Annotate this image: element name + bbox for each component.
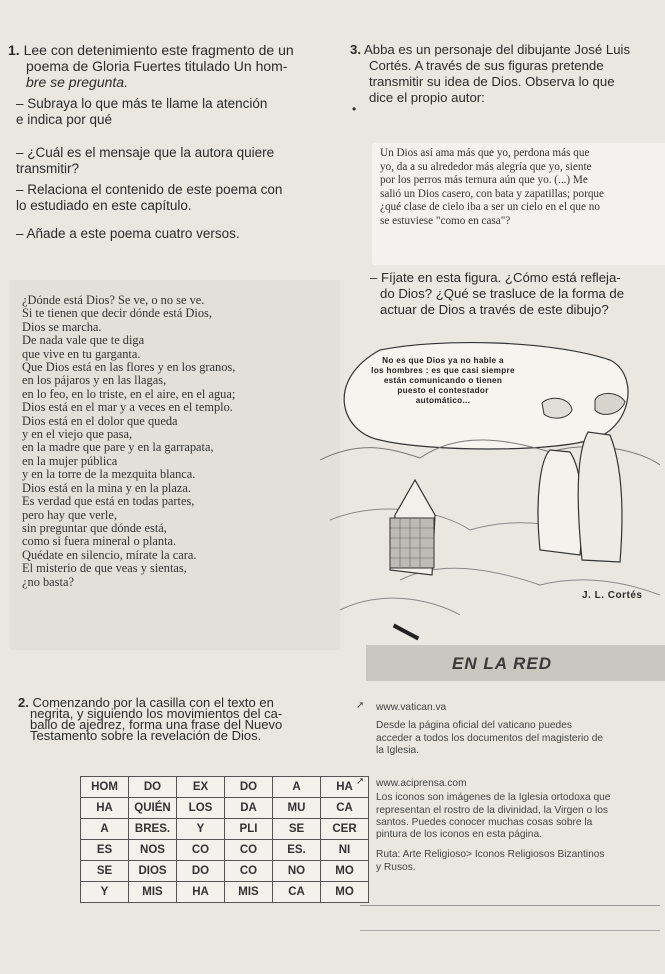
poem-line: y en la torre de la mezquita blanca. [22,467,196,482]
grid-cell[interactable]: HOM [81,777,129,798]
web-desc-line: la Iglesia. [376,744,420,756]
speech-line: automático... [415,396,471,405]
arrow-icon: ➚ [356,776,365,787]
q1-bullet-line: e indica por qué [16,112,113,127]
grid-cell[interactable]: QUIÉN [129,798,177,819]
grid-row [81,882,369,903]
grid-cell[interactable]: CA [321,798,369,819]
poem-line: Si te tienen que decir dónde está Dios, [22,306,212,321]
q2-title-line: negrita, y siguiendo los movimientos del ca- [30,706,283,721]
q1-bullet [16,226,346,242]
grid-cell[interactable]: DO [129,777,177,798]
poem-line: que vive en tu garganta. [22,346,141,361]
divider [360,930,660,931]
poem-line: Quédate en silencio, mírate la cara. [22,547,197,562]
grid-cell[interactable]: NOS [129,840,177,861]
bullet-dot: • [352,102,357,116]
web-route-line: y Rusos. [376,861,416,873]
poem-line: ¿Dónde está Dios? Se ve, o no se ve. [22,293,205,307]
grid-cell[interactable]: BRES. [129,819,177,840]
q1-bullet-line: – ¿Cuál es el mensaje que la autora quiere [16,145,275,160]
q2-title-line: Comenzando por la casilla con el texto en [32,695,274,710]
poem-line: Dios está en la mina y en la plaza. [22,480,191,495]
q1-bullet-line: lo estudiado en este capítulo. [16,198,192,213]
grid-cell[interactable]: MO [321,882,369,903]
q3-title-line: Abba es un personaje del dibujante José Luis [363,42,631,57]
grid-cell[interactable]: ES [81,840,129,861]
poem-line: Dios está en el mar y a veces en el templo. [22,400,233,415]
grid-cell[interactable]: Y [81,882,129,903]
grid-cell[interactable]: NO [273,861,321,882]
grid-cell[interactable]: CA [273,882,321,903]
poem-line: El misterio de que veas y sientas, [22,561,187,576]
arrow-decoration [393,624,420,641]
grid-cell[interactable]: DA [225,798,273,819]
poem-line: y en el viejo que pasa, [22,427,133,442]
grid-cell[interactable]: SE [81,861,129,882]
poem-line: ¿no basta? [22,574,74,589]
quote-line: ¿qué clase de cielo iba a ser un cielo en el que no [380,201,600,213]
divider [360,905,660,906]
q1-bullet-line: – Añade a este poema cuatro versos. [16,226,240,241]
q3-title-line: transmitir su idea de Dios. Observa lo que [369,74,615,89]
question-1-number: 1. [8,42,20,58]
web-route-line: Ruta: Arte Religioso> Iconos Religiosos Bizantinos [376,849,605,861]
web-desc-line: acceder a todos los documentos del magisterio de [376,732,604,744]
grid-cell[interactable]: MIS [225,882,273,903]
web-desc-line: representan el rostro de la divinidad, la Virgen o los [376,804,608,816]
grid-row [81,777,369,798]
q2-title-line: Testamento sobre la revelación de Dios. [30,728,262,743]
poem-line: en los pájaros y en las llagas, [22,373,167,388]
q3-bullet [370,270,664,318]
poem-line: pero hay que verle, [22,507,117,522]
q3-bullet-line: actuar de Dios a través de este dibujo? [380,302,609,317]
grid-cell[interactable]: HA [321,777,369,798]
grid-cell[interactable]: MIS [129,882,177,903]
question-3-title [350,42,662,106]
quote-line: se estuviese "como en casa"? [380,214,511,227]
grid-cell[interactable]: MU [273,798,321,819]
grid-cell[interactable]: DO [177,861,225,882]
q3-bullet-line: do Dios? ¿Qué se trasluce de la forma de [380,286,625,301]
grid-cell[interactable]: NI [321,840,369,861]
speech-line: puesto el contestador [397,386,489,395]
q2-title-line: ballo de ajedrez, forma una frase del Nuevo [30,717,283,732]
quote-line: Un Dios así ama más que yo, perdona más que [380,147,590,159]
en-la-red-title: EN LA RED [452,654,552,673]
grid-cell[interactable]: CO [225,861,273,882]
speech-line: los hombres : es que casi siempre [371,366,515,375]
q1-bullet [16,145,346,177]
grid-cell[interactable]: EX [177,777,225,798]
q3-bullet-line: – Fíjate en esta figura. ¿Cómo está refleja- [370,270,621,285]
q1-bullet-line: – Subraya lo que más te llame la atención [16,96,268,111]
poem-line: en la madre que pare y en la garrapata, [22,440,214,455]
speech-line: están comunicando o tienen [383,376,503,385]
grid-row [81,819,369,840]
grid-cell[interactable]: CO [177,840,225,861]
word-grid-table [80,776,369,903]
q1-title-line: bre se pregunta. [26,74,128,90]
quote-line: por los perros más ternura aún que yo. (...) Me [380,174,588,186]
question-2-title [18,697,358,741]
grid-cell[interactable]: PLI [225,819,273,840]
quote-line: yo, da a su alrededor más alegría que yo, siente [380,160,592,173]
grid-cell[interactable]: HA [177,882,225,903]
web-url[interactable]: www.aciprensa.com [376,778,467,789]
q1-bullet-line: transmitir? [16,161,80,176]
question-2-number: 2. [18,695,29,710]
q3-title-line: dice el propio autor: [369,90,485,105]
web-ref-aciprensa [356,778,656,874]
poem-line: en la mujer pública [22,453,118,468]
q1-bullet-line: – Relaciona el contenido de este poema con [16,182,283,197]
speech-line: No es que Dios ya no hable a [382,356,504,365]
author-quote [372,143,665,265]
poem-line: sin preguntar que dónde está, [22,520,167,535]
grid-cell[interactable]: LOS [177,798,225,819]
poem-text [22,294,342,589]
poem-line: Que Dios está en las flores y en los granos, [22,360,236,375]
question-1-title [8,42,338,90]
arrow-icon: ➚ [356,700,365,711]
web-desc-line: Los iconos son imágenes de la Iglesia ortodoxa que [376,792,611,804]
q1-title-line: poema de Gloria Fuertes titulado Un hom- [26,58,288,74]
word-grid [80,776,369,903]
poem-line: como si fuera mineral o planta. [22,534,177,549]
comic-signature: J. L. Cortés [582,590,643,601]
grid-row [81,861,369,882]
grid-cell[interactable]: DIOS [129,861,177,882]
q1-title-line: Lee con detenimiento este fragmento de un [23,42,294,58]
web-desc-line: santos. Puedes conocer muchas cosas sobre la [376,816,593,828]
poem-line: Dios está en el dolor que queda [22,413,178,428]
question-3-number: 3. [350,42,361,57]
poem-line: Dios se marcha. [22,319,102,334]
q1-bullet [16,96,346,128]
grid-cell[interactable]: MO [321,861,369,882]
grid-cell[interactable]: SE [273,819,321,840]
web-desc-line: Desde la página oficial del vaticano puedes [376,720,572,732]
web-desc-line: pintura de los iconos en esta página. [376,829,542,841]
grid-cell[interactable]: ES. [273,840,321,861]
grid-cell[interactable]: Y [177,819,225,840]
grid-cell[interactable]: A [81,819,129,840]
grid-cell[interactable]: CO [225,840,273,861]
grid-row [81,840,369,861]
grid-row [81,798,369,819]
quote-line: salió un Dios casero, con bata y zapatillas; porque [380,187,604,200]
comic-speech-text [328,356,558,406]
grid-cell[interactable]: DO [225,777,273,798]
web-ref-vatican [356,702,656,757]
poem-line: De nada vale que te diga [22,333,145,348]
q1-bullet [16,182,346,214]
poem-line: en lo feo, en lo triste, en el aire, en el agua; [22,386,236,401]
q3-title-line: Cortés. A través de sus figuras pretende [369,58,604,73]
grid-cell[interactable]: A [273,777,321,798]
web-url[interactable]: www.vatican.va [376,702,447,713]
grid-cell[interactable]: HA [81,798,129,819]
poem-line: Es verdad que está en todas partes, [22,494,195,509]
grid-cell[interactable]: CER [321,819,369,840]
